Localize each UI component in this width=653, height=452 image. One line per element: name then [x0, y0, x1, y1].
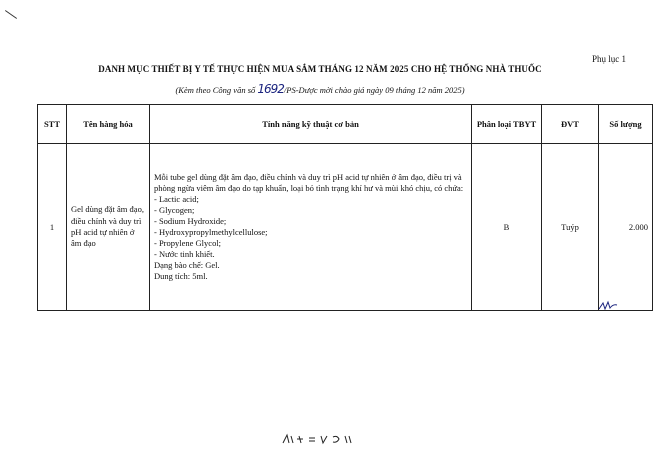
header-qty: Số lượng	[599, 105, 653, 144]
cell-unit: Tuýp	[542, 144, 599, 311]
header-unit: ĐVT	[542, 105, 599, 144]
subtitle-suffix: /PS-Dược mời chào giá ngày 09 tháng 12 năm 2025)	[283, 85, 465, 95]
cell-spec	[150, 144, 472, 311]
equipment-table	[37, 104, 653, 311]
table-row	[38, 144, 653, 311]
header-name: Tên hàng hóa	[67, 105, 150, 144]
cell-stt: 1	[38, 144, 67, 311]
spec-line: - Lactic acid;	[154, 193, 199, 204]
spec-line: Mỗi tube gel dùng đặt âm đạo, điều chỉnh và duy trì pH acid tự nhiên ở âm đạo, điều trị và phòng ngừa viêm âm đạo do tạp khuẩn, loại bỏ tình trạng khí hư và mùi khó chịu, có chứa:	[154, 171, 464, 193]
handwritten-document-number: 1692	[257, 82, 284, 96]
document-subtitle	[0, 82, 640, 96]
footer-scribble-icon	[281, 433, 359, 445]
subtitle-prefix: (Kèm theo Công văn số	[175, 85, 256, 95]
spec-line: - Sodium Hydroxide;	[154, 215, 227, 226]
corner-mark	[5, 10, 17, 19]
initials-scribble-icon	[598, 300, 620, 312]
appendix-label: Phụ lục 1	[591, 54, 626, 64]
initials-mark	[598, 300, 620, 314]
cell-class: B	[472, 144, 542, 311]
header-class: Phân loại TBYT	[472, 105, 542, 144]
spec-line: - Propylene Glycol;	[154, 238, 222, 249]
spec-line: - Glycogen;	[154, 204, 195, 215]
spec-line: Dung tích: 5ml.	[154, 271, 208, 282]
table-header-row	[38, 105, 653, 144]
spec-line: Dạng bào chế: Gel.	[154, 260, 220, 271]
header-spec: Tính năng kỹ thuật cơ bản	[150, 105, 472, 144]
spec-line: - Nước tinh khiết.	[154, 249, 215, 260]
header-stt: STT	[38, 105, 67, 144]
document-title: DANH MỤC THIẾT BỊ Y TẾ THỰC HIỆN MUA SẮM THÁNG 12 NĂM 2025 CHO HỆ THỐNG NHÀ THUỐC	[98, 64, 542, 74]
cell-name: Gel dùng đặt âm đạo, điều chỉnh và duy trì pH acid tự nhiên ở âm đạo	[67, 144, 150, 311]
cell-qty: 2.000	[599, 144, 653, 311]
spec-line: - Hydroxypropylmethylcellulose;	[154, 227, 268, 237]
footer-scribble	[281, 433, 359, 448]
